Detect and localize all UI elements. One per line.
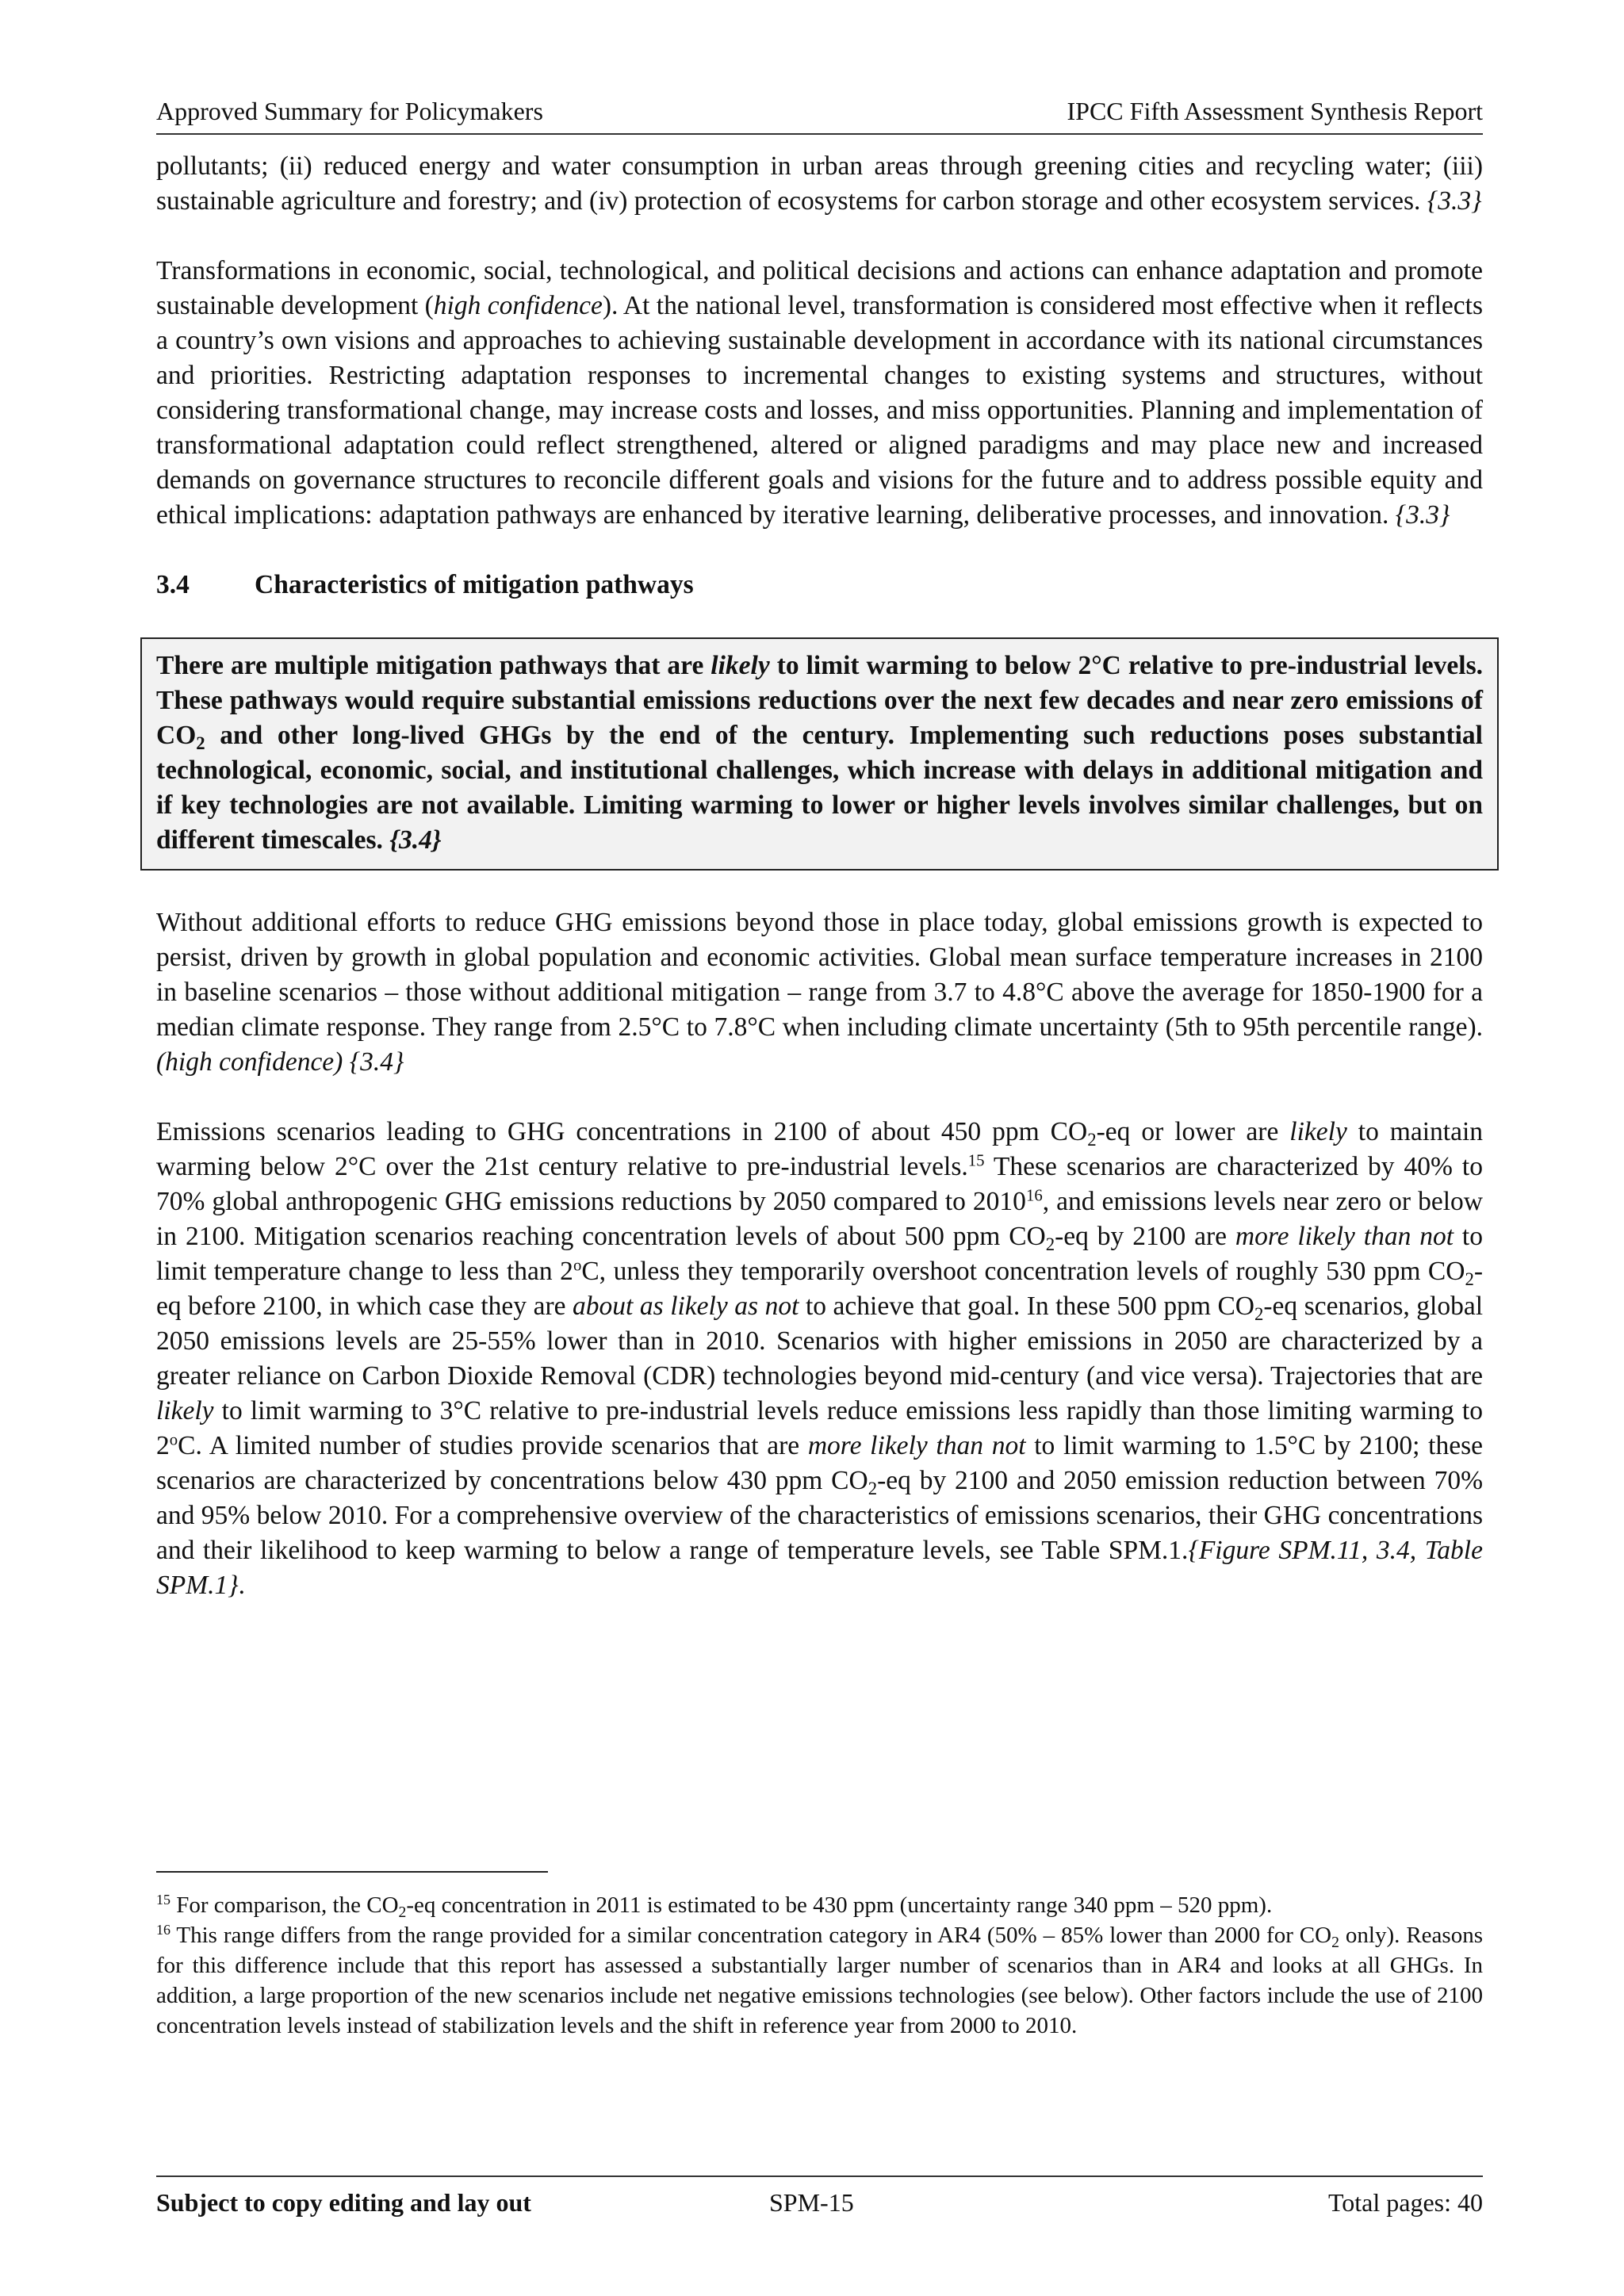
- main-content: [156, 149, 1483, 1603]
- section-heading: [156, 568, 1483, 603]
- subscript: 2: [196, 733, 205, 753]
- text: ). At the national level, transformation is considered most effective when it reflects a country’s own visions and approaches to achieving sustainable development in accordance with its national circumstances and priorities. Restricting adaptation responses to incremental changes to existing systems and structures, without considering transformational change, may increase costs and losses, and miss opportunities. Planning and implementation of transformational adaptation could reflect strengthened, altered or aligned paradigms and may place new and increased demands on governance structures to reconcile different goals and visions for the future and to address possible equity and ethical implications: adaptation pathways are enhanced by iterative learning, deliberative processes, and innovation.: [156, 291, 1483, 530]
- section-number: 3.4: [156, 570, 190, 599]
- footer-notice: Subject to copy editing and lay out: [156, 2188, 531, 2217]
- key-finding-box: [140, 637, 1499, 871]
- text: -eq or lower are: [1096, 1117, 1290, 1146]
- subscript: 2: [398, 1903, 407, 1921]
- text: -eq by 2100 and 2050 emission reduction between 70% and 95% below 2010. For a comprehensive overview of the characteristics of emissions scenarios, their GHG concentrations and their likelihood to keep warming to below a range of temperature levels, see Table SPM.1.: [156, 1466, 1483, 1565]
- text: C. A limited number of studies provide scenarios that are: [178, 1431, 808, 1460]
- likelihood-term: likely: [1289, 1117, 1347, 1146]
- text: These scenarios are characterized by 40% to 70% global anthropogenic GHG emissions reductions by 2050 compared to 2010: [156, 1152, 1483, 1216]
- section-reference: (high confidence) {3.4}: [156, 1047, 404, 1077]
- total-pages: Total pages: 40: [1327, 2188, 1483, 2217]
- text: to achieve that goal. In these 500 ppm CO: [799, 1292, 1254, 1321]
- footnote-15: [156, 1890, 1483, 1920]
- section-reference: {3.3}: [1427, 186, 1482, 216]
- text: Without additional efforts to reduce GHG emissions beyond those in place today, global emissions growth is expected to persist, driven by growth in global population and economic activities. Global mean surface temperature increases in 2100 in baseline scenarios – those without additional mitigation – range from 3.7 to 4.8°C above the average for 1850-1900 for a median climate response. They range from 2.5°C to 7.8°C when including climate uncertainty (5th to 95th percentile range).: [156, 908, 1483, 1042]
- footnote-separator: [156, 1871, 548, 1873]
- section-title: Characteristics of mitigation pathways: [255, 570, 694, 599]
- paragraph-scenarios: [156, 1115, 1483, 1603]
- footnote-number: 15: [156, 1892, 170, 1908]
- section-reference: {Figure SPM.11, 3.4, Table SPM.1}: [156, 1536, 1483, 1600]
- text: There are multiple mitigation pathways that are: [156, 651, 711, 680]
- section-reference: {3.3}: [1395, 500, 1450, 530]
- likelihood-term: about as likely as not: [573, 1292, 799, 1321]
- text: Transformations in economic, social, technological, and political decisions and actions can enhance adaptation and promote sustainable development (: [156, 256, 1483, 320]
- text: to limit warming to below 2°C relative to pre-industrial levels. These pathways would require substantial emissions reductions over the next few decades and near zero emissions of CO: [156, 651, 1483, 750]
- likelihood-term: likely: [710, 651, 770, 680]
- text: and other long-lived GHGs by the end of the century. Implementing such reductions poses substantial technological, economic, social, and institutional challenges, which increase with delays in additional mitigation and if key technologies are not available. Limiting warming to lower or higher levels involves similar challenges, but on different timescales.: [156, 721, 1483, 855]
- degree-superscript: o: [169, 1430, 178, 1449]
- footnotes: [156, 1890, 1483, 2041]
- page-header: [156, 95, 1483, 135]
- subscript: 2: [1331, 1933, 1339, 1951]
- section-reference: {3.4}: [389, 825, 442, 855]
- subscript: 2: [1254, 1303, 1264, 1324]
- text: Emissions scenarios leading to GHG concentrations in 2100 of about 450 ppm CO: [156, 1117, 1088, 1146]
- text: to limit temperature change to less than 2: [156, 1222, 1483, 1286]
- likelihood-term: more likely than not: [1235, 1222, 1454, 1251]
- page-number: SPM-15: [769, 2188, 854, 2217]
- paragraph-transformations: [156, 254, 1483, 533]
- subscript: 2: [1465, 1269, 1474, 1289]
- paragraph-baseline: [156, 905, 1483, 1080]
- paragraph-intro: [156, 149, 1483, 219]
- header-right-title: IPCC Fifth Assessment Synthesis Report: [1067, 97, 1483, 125]
- text: to limit warming to 1.5°C by 2100; these scenarios are characterized by concentrations below 430 ppm CO: [156, 1431, 1483, 1495]
- subscript: 2: [1087, 1129, 1097, 1150]
- text: pollutants; (ii) reduced energy and water consumption in urban areas through greening cities and recycling water; (iii) sustainable agriculture and forestry; and (iv) protection of ecosystems for carbon storage and other ecosystem services.: [156, 151, 1483, 216]
- text: , and emissions levels near zero or below in 2100. Mitigation scenarios reaching concentration levels of about 500 ppm CO: [156, 1187, 1483, 1251]
- text: .: [238, 1571, 246, 1600]
- subscript: 2: [868, 1478, 878, 1498]
- text: -eq scenarios, global 2050 emissions levels are 25-55% lower than in 2010. Scenarios with higher emissions in 2050 are characterized by a greater reliance on Carbon Dioxide Removal (CDR) technologies beyond mid-century (and vice versa). Trajectories that are: [156, 1292, 1484, 1391]
- text: For comparison, the CO: [170, 1892, 399, 1918]
- text: -eq by 2100 are: [1055, 1222, 1235, 1251]
- subscript: 2: [1045, 1234, 1055, 1254]
- footnote-number: 16: [156, 1922, 170, 1938]
- footnote-16: [156, 1920, 1483, 2041]
- text: -eq concentration in 2011 is estimated to be 430 ppm (uncertainty range 340 ppm – 520 ppm).: [406, 1892, 1273, 1918]
- page-footer: [156, 2175, 1483, 2225]
- text: C, unless they temporarily overshoot concentration levels of roughly 530 ppm CO: [581, 1257, 1465, 1286]
- text: -eq before 2100, in which case they are: [156, 1257, 1483, 1321]
- footnote-marker-15[interactable]: 15: [967, 1151, 985, 1170]
- footnote-marker-16[interactable]: 16: [1025, 1186, 1043, 1205]
- likelihood-term: likely: [156, 1396, 214, 1425]
- header-left-title: Approved Summary for Policymakers: [156, 97, 543, 125]
- degree-superscript: o: [573, 1256, 582, 1275]
- text: to limit warming to 3°C relative to pre-industrial levels reduce emissions less rapidly than those limiting warming to 2: [156, 1396, 1483, 1460]
- text: only). Reasons for this difference include that this report has assessed a substantially larger number of scenarios than in AR4 and looks at all GHGs. In addition, a large proportion of the new scenarios include net negative emissions technologies (see below). Other factors include the use of 2100 concentration levels instead of stabilization levels and the shift in reference year from 2000 to 2010.: [156, 1923, 1483, 2038]
- text: to maintain warming below 2°C over the 21st century relative to pre-industrial levels.: [156, 1117, 1484, 1181]
- confidence-label: high confidence: [433, 291, 603, 320]
- text: This range differs from the range provided for a similar concentration category in AR4 (50% – 85% lower than 2000 for CO: [170, 1923, 1332, 1948]
- likelihood-term: more likely than not: [807, 1431, 1026, 1460]
